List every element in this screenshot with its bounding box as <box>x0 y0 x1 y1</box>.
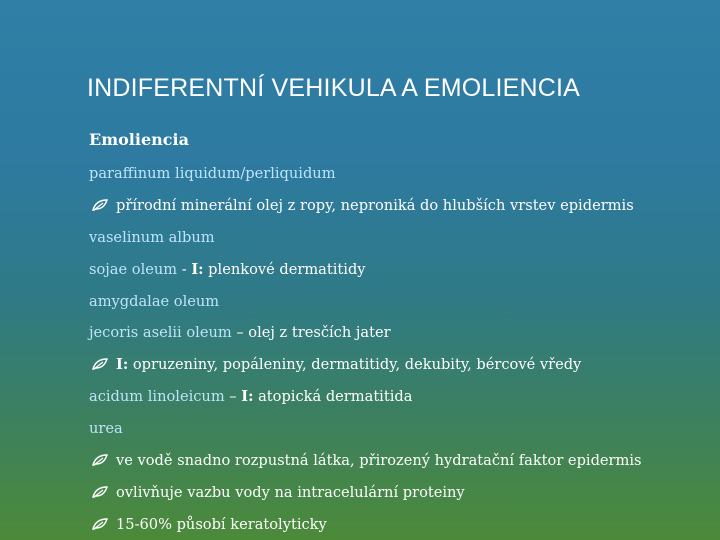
line-text: plenkové dermatitidy <box>203 261 366 278</box>
bullet-urea-keratolytic <box>92 516 327 533</box>
line-amygdalae <box>89 293 219 310</box>
line-acidum <box>89 388 412 405</box>
leaf-icon <box>92 484 110 501</box>
line-text: atopická dermatitida <box>253 388 413 405</box>
term: acidum linoleicum <box>89 388 225 405</box>
line-text: – olej z tresčích jater <box>231 324 391 341</box>
bullet-text: ovlivňuje vazbu vody na intracelulární proteiny <box>116 484 465 501</box>
line-urea <box>89 420 123 437</box>
term: paraffinum liquidum/perliquidum <box>89 165 336 182</box>
bullet-paraffinum-note <box>92 197 634 214</box>
leaf-icon <box>92 516 110 533</box>
term: amygdalae oleum <box>89 293 220 310</box>
bullet-text: 15-60% působí keratolyticky <box>116 516 327 533</box>
bullet-text: přírodní minerální olej z ropy, neproniká do hlubších vrstev epidermis <box>116 197 634 214</box>
slide-title: INDIFERENTNÍ VEHIKULA A EMOLIENCIA <box>87 74 581 102</box>
bullet-text: ve vodě snadno rozpustná látka, přirozený hydratační faktor epidermis <box>116 452 642 469</box>
term: jecoris aselii oleum <box>89 324 232 341</box>
bullet-urea-binding <box>92 484 465 501</box>
indication-label: I: <box>241 388 254 405</box>
indication-label: I: <box>116 356 129 373</box>
section-heading: Emoliencia <box>89 130 189 149</box>
leaf-icon <box>92 197 110 214</box>
leaf-icon <box>92 356 110 373</box>
bullet-urea-solubility <box>92 452 642 469</box>
line-jecoris <box>89 324 391 341</box>
term: vaselinum album <box>89 229 215 246</box>
separator: - <box>177 261 192 278</box>
line-paraffinum <box>89 165 336 182</box>
line-vaselinum <box>89 229 215 246</box>
indication-label: I: <box>191 261 204 278</box>
bullet-jecoris-indication <box>92 356 581 373</box>
separator: – <box>224 388 242 405</box>
line-sojae <box>89 261 366 278</box>
leaf-icon <box>92 452 110 469</box>
term: urea <box>89 420 123 437</box>
term: sojae oleum <box>89 261 178 278</box>
bullet-text: opruzeniny, popáleniny, dermatitidy, dekubity, bércové vředy <box>128 356 582 373</box>
